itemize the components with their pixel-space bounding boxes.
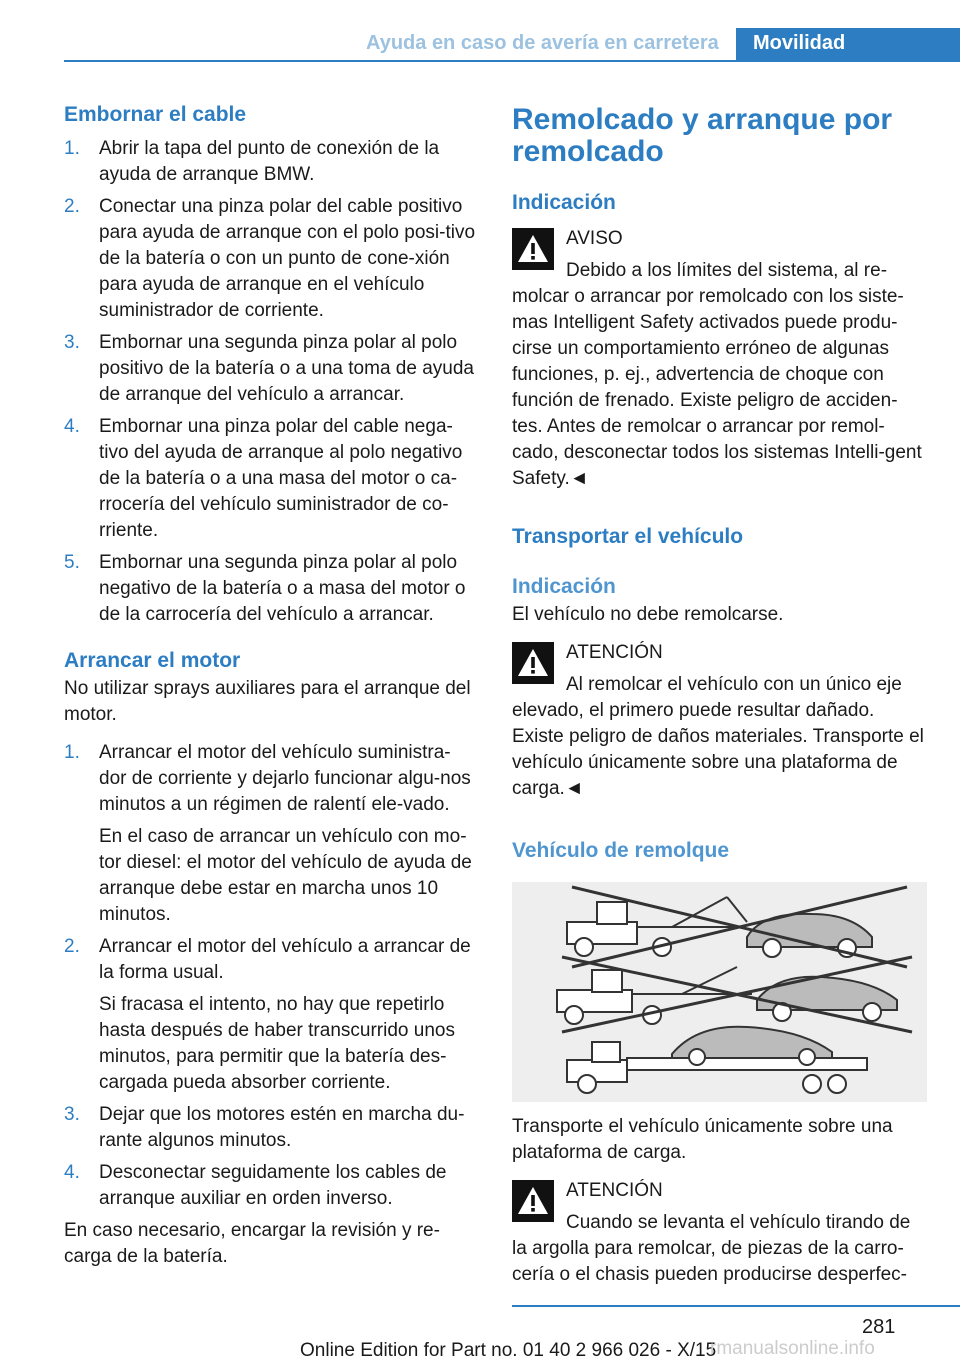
embornar-steps (64, 136, 478, 628)
list-item (64, 934, 478, 1096)
step-text: Desconectar seguidamente los cables de arranque auxiliar en orden inverso. (99, 1162, 447, 1209)
heading-indicacion-2: Indicación (512, 575, 616, 598)
warning-title: ATENCIÓN (566, 1180, 663, 1201)
step-number: 3. (64, 1104, 80, 1125)
watermark: rmanualsonline.info (710, 1338, 875, 1359)
step-number: 2. (64, 936, 80, 957)
step-text: Dejar que los motores estén en marcha du-rante algunos minutos. (99, 1104, 465, 1151)
left-column (64, 100, 478, 1270)
warning-atencion-2 (512, 1178, 926, 1288)
warning-text: Cuando se levanta el vehículo tirando de la argolla para remolcar, de piezas de la carro-cería o el chasis pueden producirse desperfec- (512, 1212, 911, 1285)
warning-triangle-icon (512, 228, 554, 270)
list-item (64, 1102, 478, 1154)
page-number: 281 (862, 1316, 896, 1338)
step-number: 2. (64, 196, 80, 217)
step-text: Conectar una pinza polar del cable positivo para ayuda de arranque con el polo posi-tivo de la batería o con un punto de cone-xión para ayuda de arranque en el vehículo suministrador de corriente. (99, 196, 476, 321)
warning-aviso (512, 226, 926, 492)
warning-triangle-icon (512, 1180, 554, 1222)
step-text: Embornar una segunda pinza polar al polo positivo de la batería o a una toma de ayuda de arranque del vehículo a arrancar. (99, 332, 474, 405)
warning-text: Al remolcar el vehículo con un único eje elevado, el primero puede resultar dañado. Existe peligro de daños materiales. Transporte el vehículo únicamente sobre una plataforma de carga.◄ (512, 674, 924, 799)
arrancar-intro: No utilizar sprays auxiliares para el arranque del motor. (64, 678, 471, 725)
towing-illustration (512, 882, 927, 1102)
closing-note: En caso necesario, encargar la revisión y re-carga de la batería. (64, 1220, 440, 1267)
step-number: 5. (64, 552, 80, 573)
list-item (64, 1160, 478, 1212)
list-item (64, 194, 478, 324)
tow-trucks-image (512, 882, 927, 1102)
step-text: Arrancar el motor del vehículo suministra-dor de corriente y dejarlo funcionar algu-nos minutos a un régimen de ralentí ele-vado. (99, 742, 471, 815)
list-item (64, 136, 478, 188)
heading-transportar: Transportar el vehículo (512, 525, 744, 548)
warning-triangle-icon (512, 642, 554, 684)
step-text: Embornar una pinza polar del cable nega-tivo del ayuda de arranque al polo negativo de la batería o a una masa del motor o ca-rrocería del vehículo suministrador de co-rriente. (99, 416, 463, 541)
step-number: 3. (64, 332, 80, 353)
step-number: 1. (64, 138, 80, 159)
step-text: Embornar una segunda pinza polar al polo negativo de la batería o a masa del motor o de la carrocería del vehículo a arrancar. (99, 552, 466, 625)
arrancar-steps (64, 740, 478, 1212)
warning-text: Debido a los límites del sistema, al re-molcar o arrancar por remolcado con los siste-mas Intelligent Safety activados puede produ-cirse un comportamiento erróneo de algunas funciones, p. ej., advertencia de choque con función de frenado. Existe peligro de acciden-tes. Antes de remolcar o arrancar por remol-cado, desconectar todos los sistemas Intelli-gent Safety.◄ (512, 260, 922, 489)
step-subtext: En el caso de arrancar un vehículo con mo-tor diesel: el motor del vehículo de ayuda de arranque debe estar en marcha unos 10 minutos. (99, 826, 472, 925)
chapter-tab: Movilidad (736, 28, 960, 61)
figure-caption: Transporte el vehículo únicamente sobre una plataforma de carga. (512, 1116, 893, 1163)
list-item (64, 550, 478, 628)
running-header-section: Ayuda en caso de avería en carretera (366, 32, 719, 54)
no-remolcar-text: El vehículo no debe remolcarse. (512, 604, 784, 625)
list-item (64, 330, 478, 408)
heading-indicacion: Indicación (512, 191, 616, 214)
list-item (64, 414, 478, 544)
list-item (64, 740, 478, 928)
edition-line: Online Edition for Part no. 01 40 2 966 026 - X/15 (300, 1340, 717, 1361)
step-number: 4. (64, 416, 80, 437)
warning-title: ATENCIÓN (566, 642, 663, 663)
step-text: Abrir la tapa del punto de conexión de la ayuda de arranque BMW. (99, 138, 440, 185)
right-column (512, 104, 926, 1288)
heading-embornar: Embornar el cable (64, 103, 247, 126)
heading-remolcado: Remolcado y arranque por remolcado (512, 103, 893, 168)
warning-atencion-1 (512, 640, 926, 802)
step-number: 1. (64, 742, 80, 763)
warning-title: AVISO (566, 228, 623, 249)
step-number: 4. (64, 1162, 80, 1183)
heading-vehiculo-remolque: Vehículo de remolque (512, 839, 730, 862)
header-rule (64, 60, 960, 62)
heading-arrancar: Arrancar el motor (64, 649, 241, 672)
step-text: Arrancar el motor del vehículo a arrancar de la forma usual. (99, 936, 471, 983)
footer-rule (512, 1305, 960, 1307)
step-subtext: Si fracasa el intento, no hay que repetirlo hasta después de haber transcurrido unos minutos, para permitir que la batería des-cargada pueda absorber corriente. (99, 994, 455, 1093)
